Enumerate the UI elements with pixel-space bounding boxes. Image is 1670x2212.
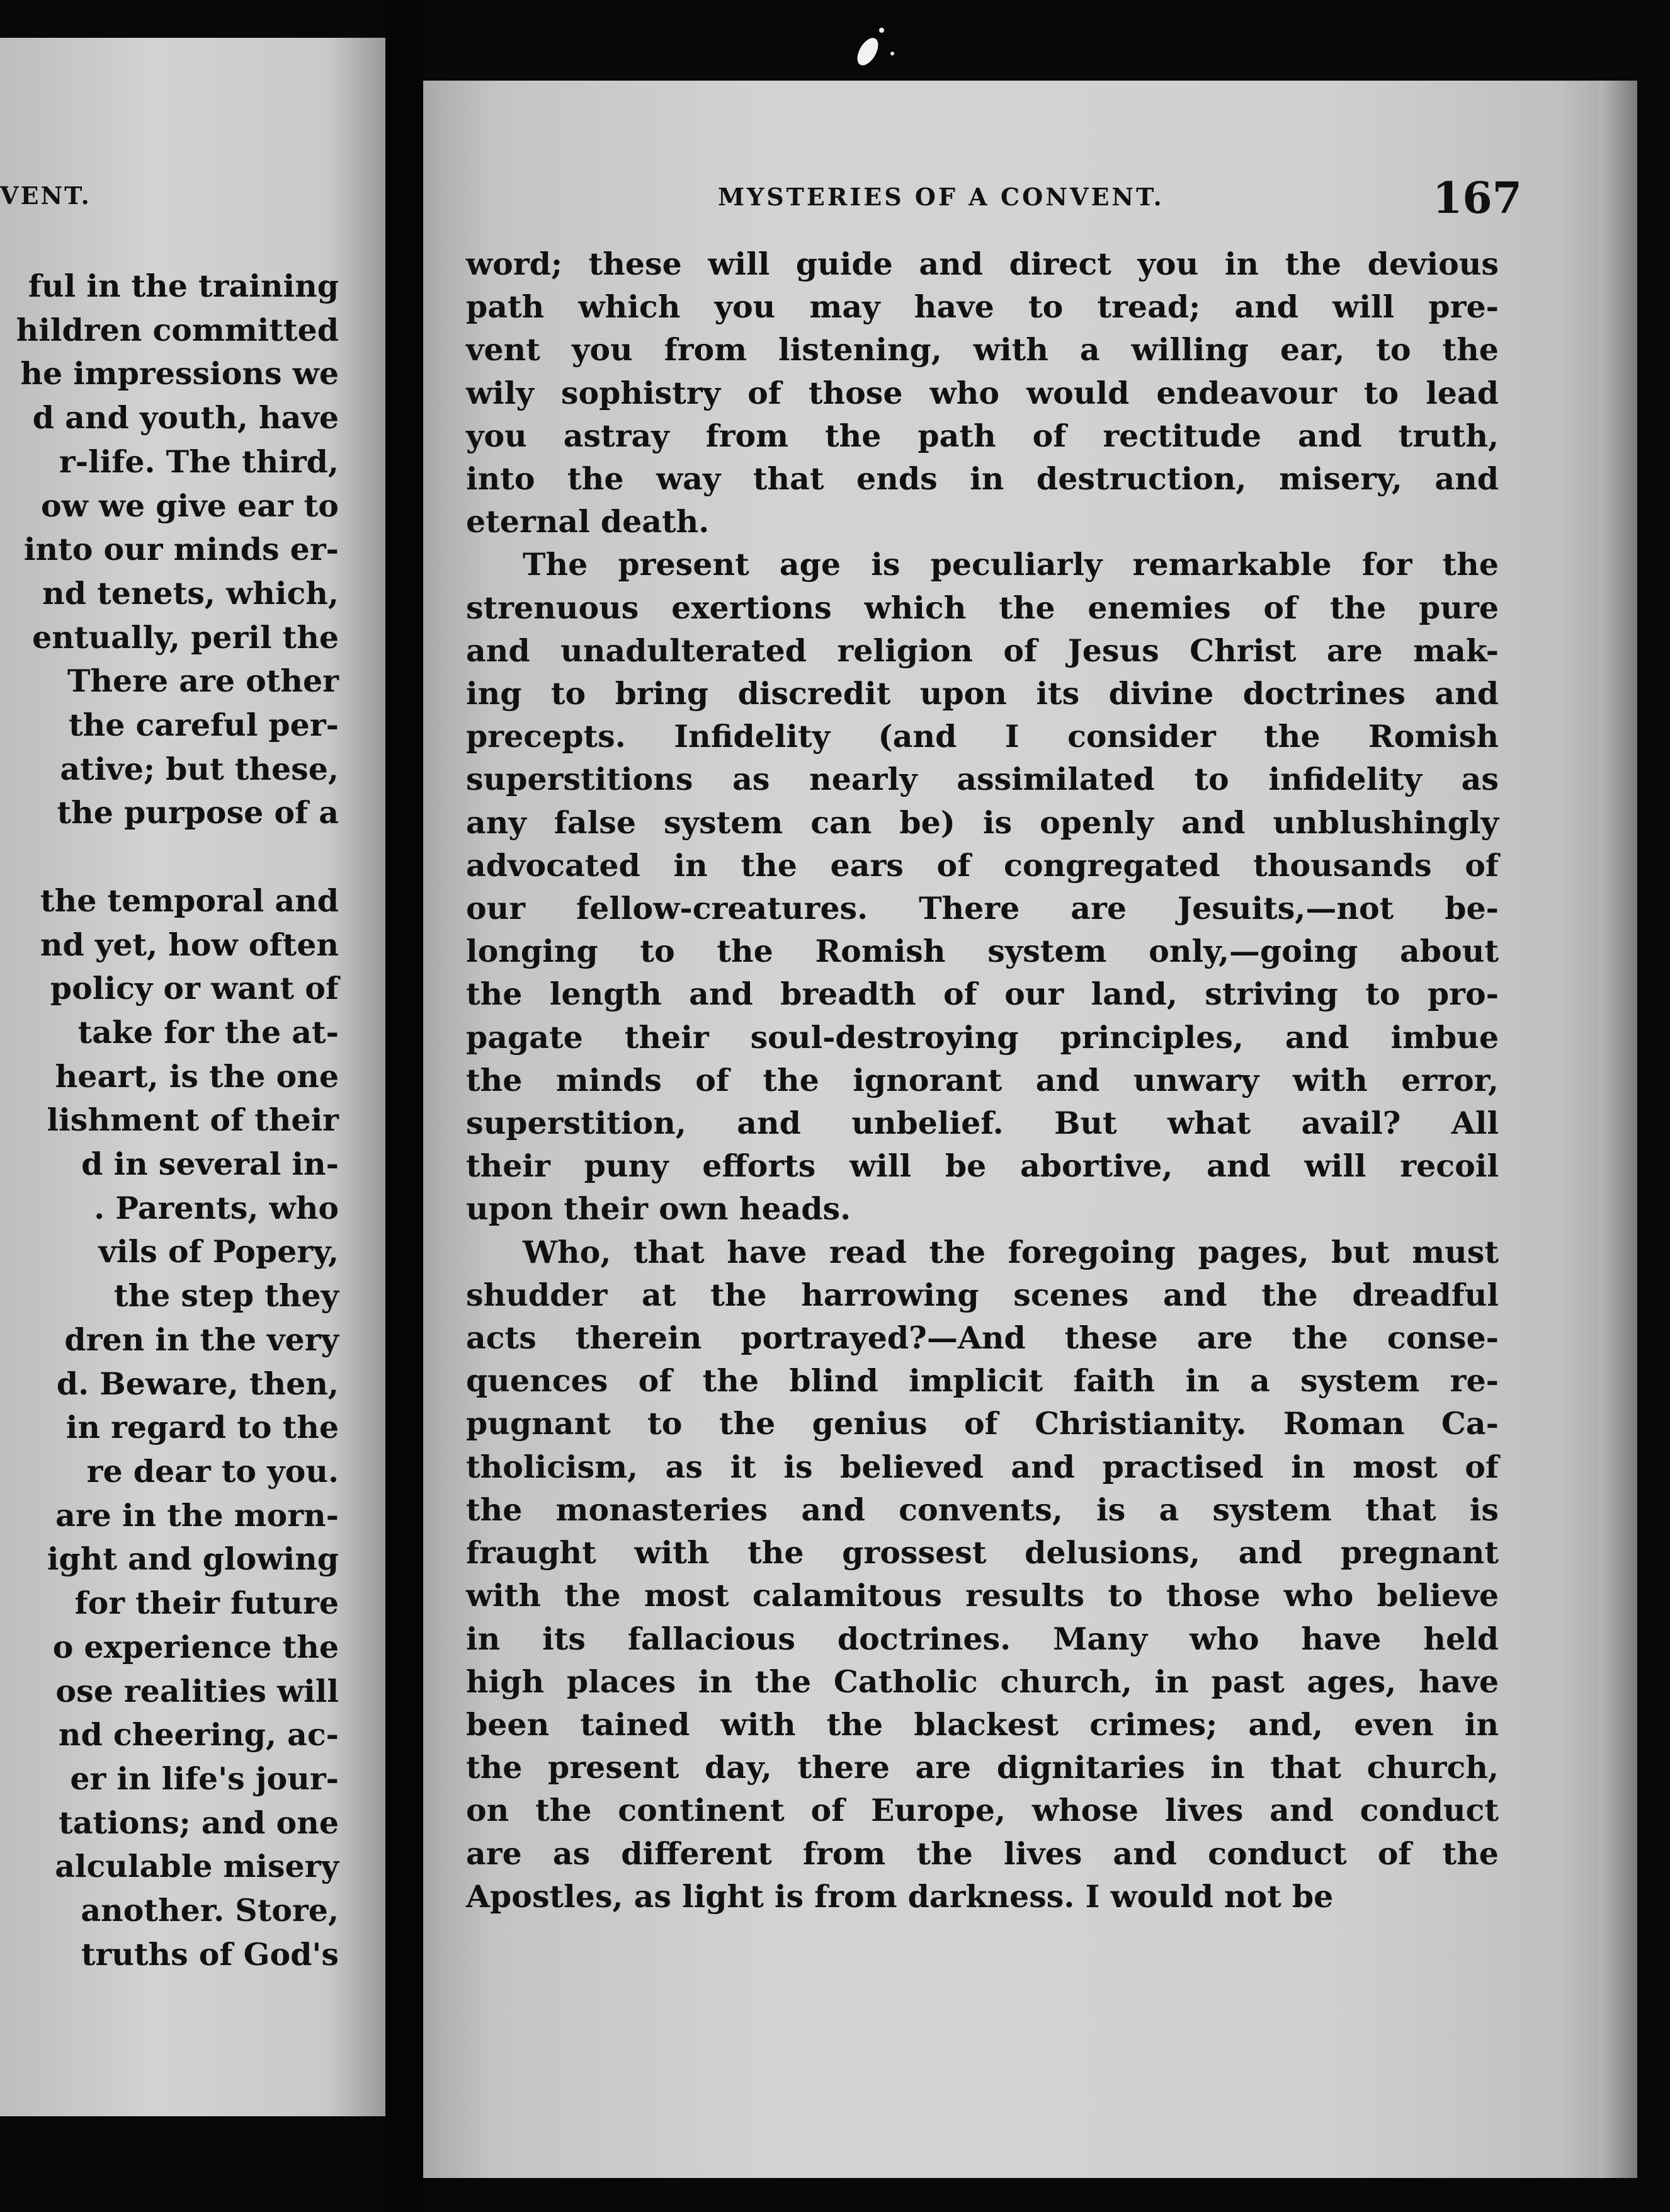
- body-text-line: you astray from the path of rectitude and truth,: [466, 417, 1499, 454]
- left-text-line: the purpose of a: [57, 794, 339, 831]
- left-text-line: the careful per-: [68, 707, 339, 744]
- body-text-line: and unadulterated religion of Jesus Christ are mak-: [466, 632, 1499, 669]
- left-text-line: ow we give ear to: [40, 487, 339, 524]
- body-text-line: eternal death.: [466, 503, 710, 540]
- body-text-line: fraught with the grossest delusions, and pregnant: [466, 1534, 1499, 1571]
- left-text-line: take for the at-: [77, 1013, 339, 1051]
- body-text-line: in its fallacious doctrines. Many who have held: [466, 1620, 1499, 1657]
- left-text-line: dren in the very: [64, 1321, 339, 1358]
- body-text-line: quences of the blind implicit faith in a system re-: [466, 1362, 1499, 1400]
- body-text-line: path which you may have to tread; and will pre-: [466, 288, 1499, 326]
- left-text-line: d in several in-: [81, 1146, 339, 1183]
- body-text-line: upon their own heads.: [466, 1190, 851, 1228]
- scan-speck: [853, 35, 883, 69]
- left-running-head: VENT.: [0, 181, 91, 210]
- body-text-line: shudder at the harrowing scenes and the dreadful: [466, 1276, 1499, 1313]
- left-text-line: er in life's jour-: [70, 1760, 339, 1797]
- scan-speck: [879, 28, 884, 33]
- left-text-line: vils of Popery,: [98, 1233, 339, 1270]
- body-text-line: are as different from the lives and conduct of the: [466, 1835, 1499, 1872]
- left-text-line: policy or want of: [50, 970, 339, 1007]
- body-text-line: The present age is peculiarly remarkable for the: [523, 546, 1499, 583]
- left-text-line: truths of God's: [81, 1936, 339, 1973]
- body-text-line: longing to the Romish system only,—going about: [466, 933, 1499, 970]
- left-text-line: for their future: [74, 1585, 339, 1622]
- left-text-line: nd tenets, which,: [42, 574, 339, 612]
- body-text-line: the monasteries and convents, is a system that is: [466, 1491, 1499, 1528]
- body-text-line: any false system can be) is openly and unblushingly: [466, 804, 1499, 841]
- body-text-line: their puny efforts will be abortive, and will recoil: [466, 1148, 1499, 1185]
- body-text-line: vent you from listening, with a willing ear, to the: [466, 331, 1499, 368]
- body-text-line: on the continent of Europe, whose lives and conduct: [466, 1792, 1499, 1829]
- body-text-line: word; these will guide and direct you in the devious: [466, 246, 1499, 282]
- left-text-line: another. Store,: [81, 1892, 339, 1929]
- left-text-line: [0, 835, 339, 879]
- left-text-line: d. Beware, then,: [56, 1365, 339, 1402]
- left-text-line: lishment of their: [47, 1102, 339, 1139]
- left-text-line: ight and glowing: [47, 1541, 339, 1578]
- left-text-line: tations; and one: [59, 1804, 339, 1841]
- body-text-line: superstitions as nearly assimilated to infidelity as: [466, 761, 1499, 798]
- body-text-line: the present day, there are dignitaries in that church,: [466, 1749, 1499, 1786]
- body-text-line: acts therein portrayed?—And these are the conse-: [466, 1320, 1499, 1357]
- body-text-line: strenuous exertions which the enemies of the pure: [466, 589, 1499, 626]
- body-text-line: our fellow-creatures. There are Jesuits,—not be-: [466, 890, 1499, 927]
- left-text-line: into our minds er-: [23, 531, 339, 568]
- left-text-line: r-life. The third,: [59, 443, 339, 480]
- left-text-line: d and youth, have: [32, 399, 339, 436]
- left-text-line: the temporal and: [40, 882, 339, 919]
- body-text-line: pagate their soul-destroying principles, and imbue: [466, 1018, 1499, 1056]
- body-text-line: wily sophistry of those who would endeavour to lead: [466, 374, 1499, 411]
- left-text-line: are in the morn-: [55, 1497, 339, 1534]
- body-text-line: advocated in the ears of congregated thousands of: [466, 847, 1499, 884]
- left-text-line: nd yet, how often: [40, 926, 339, 963]
- body-text-line: pugnant to the genius of Christianity. Roman Ca-: [466, 1405, 1499, 1442]
- body-text-line: superstition, and unbelief. But what avail? All: [466, 1105, 1499, 1142]
- left-text-line: ose realities will: [55, 1672, 339, 1709]
- left-text-line: heart, is the one: [55, 1058, 339, 1095]
- left-text-line: re dear to you.: [86, 1452, 339, 1490]
- page-number: 167: [1433, 173, 1522, 224]
- scan-speck: [890, 52, 894, 55]
- left-text-line: ful in the training: [28, 268, 339, 304]
- left-text-line: nd cheering, ac-: [58, 1716, 339, 1753]
- page-edge-shadow: [1599, 81, 1637, 2178]
- body-text-line: high places in the Catholic church, in past ages, have: [466, 1663, 1499, 1700]
- left-text-line: There are other: [67, 663, 339, 700]
- body-text-line: the minds of the ignorant and unwary with error,: [466, 1061, 1499, 1098]
- running-head: MYSTERIES OF A CONVENT.: [718, 183, 1164, 211]
- body-text-line: been tained with the blackest crimes; and, even in: [466, 1706, 1499, 1743]
- left-text-line: alculable misery: [55, 1848, 339, 1885]
- left-text-line: hildren committed: [16, 311, 339, 348]
- body-text-line: with the most calamitous results to those who believe: [466, 1577, 1499, 1614]
- left-page: [0, 38, 385, 2116]
- body-text-line: the length and breadth of our land, striving to pro-: [466, 976, 1499, 1013]
- body-text-line: Apostles, as light is from darkness. I would not be: [466, 1878, 1334, 1915]
- left-text-line: the step they: [113, 1277, 339, 1314]
- body-text-line: Who, that have read the foregoing pages, but must: [523, 1233, 1499, 1270]
- book-gutter: [385, 0, 423, 2212]
- left-text-line: ative; but these,: [60, 750, 339, 787]
- left-text-line: o experience the: [52, 1628, 339, 1665]
- left-text-line: in regard to the: [65, 1409, 339, 1446]
- body-text-line: into the way that ends in destruction, misery, and: [466, 460, 1499, 498]
- body-text-line: tholicism, as it is believed and practised in most of: [466, 1448, 1499, 1485]
- body-text: [466, 242, 1499, 1918]
- body-text-line: precepts. Infidelity (and I consider the Romish: [466, 718, 1499, 755]
- left-text-line: he impressions we: [20, 355, 339, 392]
- body-text-line: ing to bring discredit upon its divine doctrines and: [466, 675, 1499, 712]
- left-page-text: [0, 265, 339, 1976]
- left-text-line: . Parents, who: [94, 1189, 339, 1226]
- left-text-line: entually, peril the: [32, 619, 339, 656]
